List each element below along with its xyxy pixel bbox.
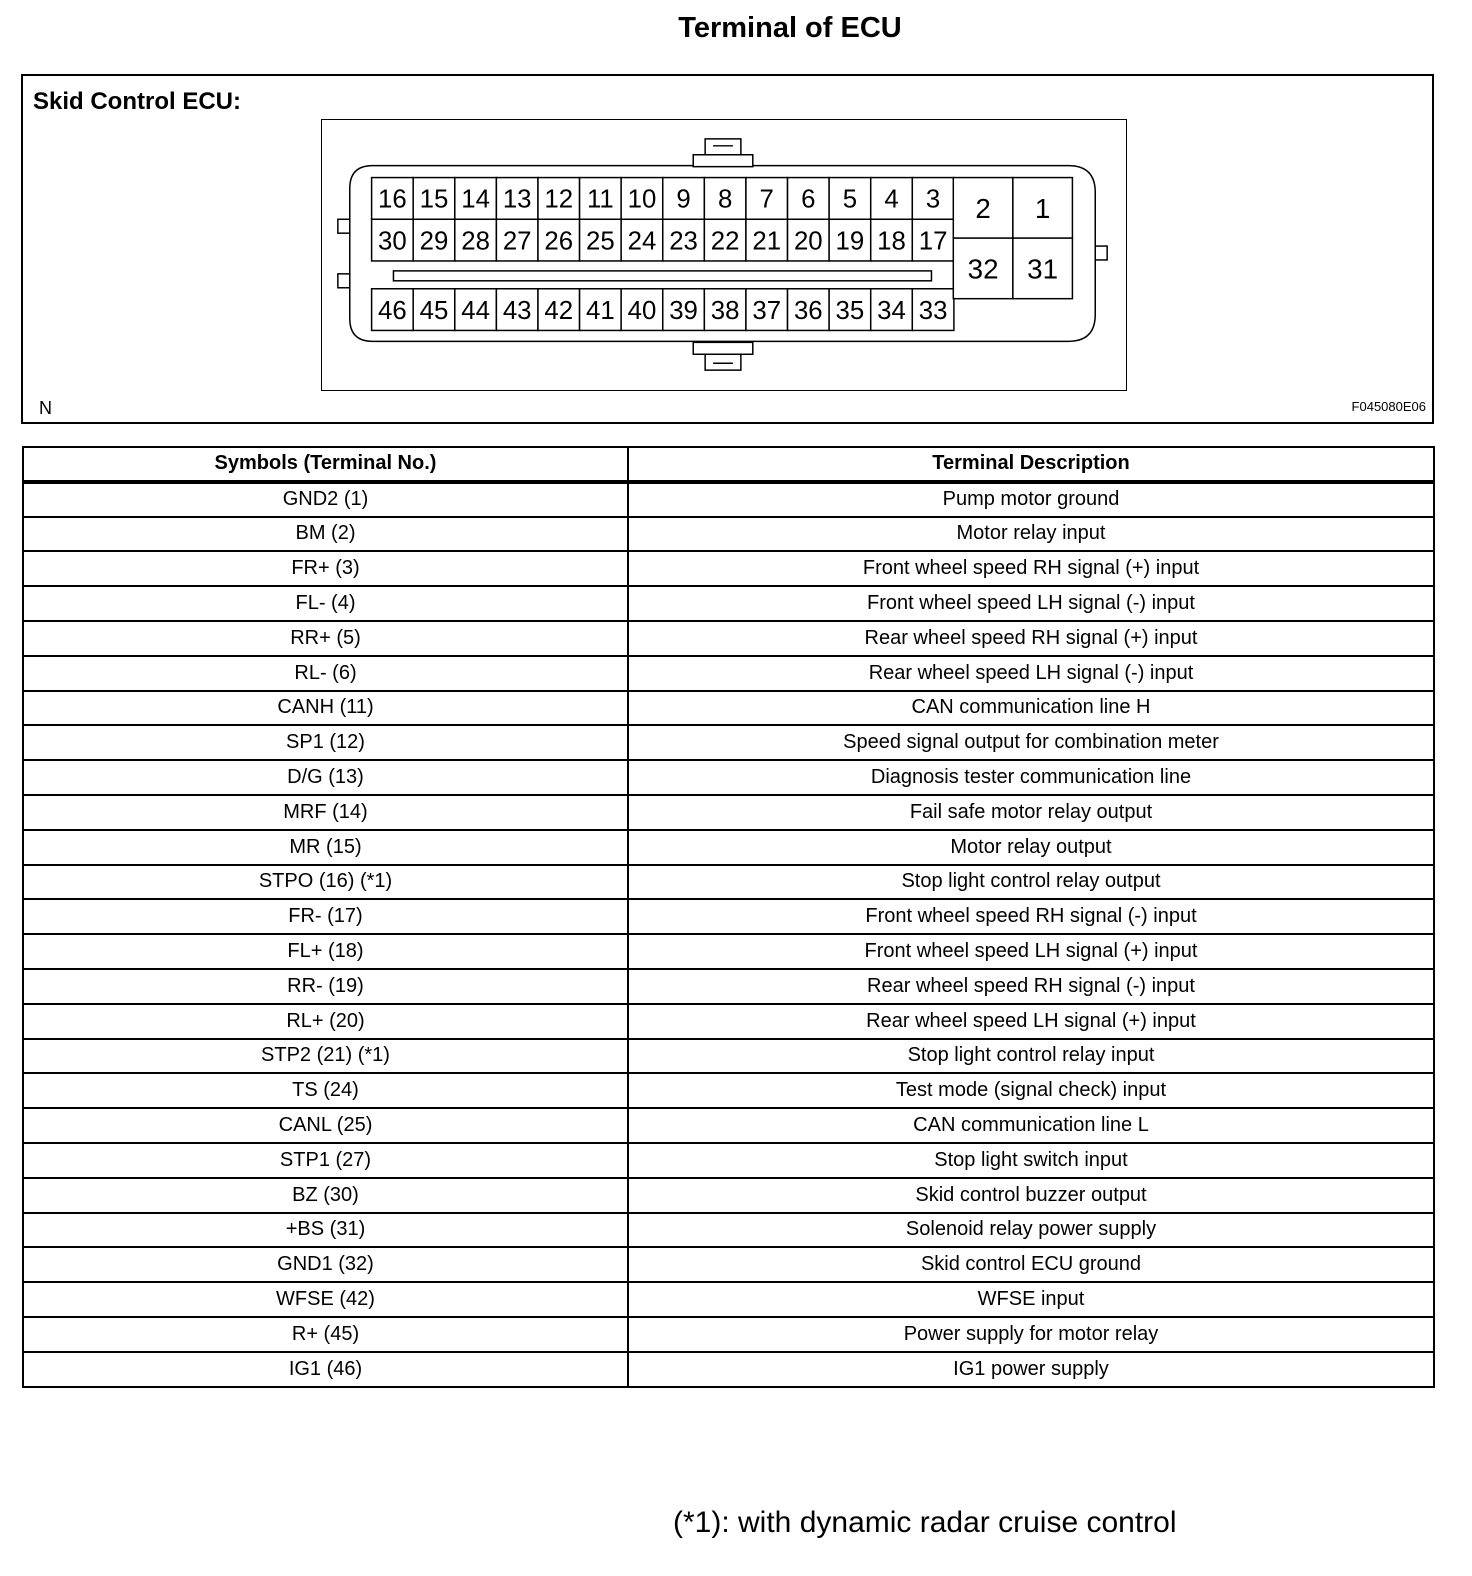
terminal-description-cell: IG1 power supply — [628, 1352, 1434, 1387]
terminal-symbol-cell: FL+ (18) — [23, 934, 628, 969]
table-row — [23, 482, 1434, 517]
table-row — [23, 865, 1434, 900]
terminal-description-cell: Motor relay input — [628, 517, 1434, 552]
table-row — [23, 1213, 1434, 1248]
connector-pin — [580, 289, 622, 331]
header-symbols: Symbols (Terminal No.) — [23, 447, 628, 482]
connector-pin — [953, 178, 1013, 239]
connector-pin — [788, 178, 830, 220]
pin-number: 41 — [586, 296, 615, 325]
pin-number: 34 — [877, 296, 906, 325]
terminal-symbol-cell: STP1 (27) — [23, 1143, 628, 1178]
pin-number: 40 — [627, 296, 657, 325]
table-row — [23, 969, 1434, 1004]
table-row — [23, 656, 1434, 691]
pin-number: 28 — [461, 227, 490, 256]
pin-number: 23 — [669, 227, 698, 256]
terminal-symbol-cell: SP1 (12) — [23, 725, 628, 760]
connector-pin — [538, 178, 580, 220]
connector-pin — [663, 289, 705, 331]
pin-number: 35 — [835, 296, 865, 325]
terminal-description-cell: Front wheel speed RH signal (+) input — [628, 551, 1434, 586]
connector-pin — [455, 219, 497, 261]
terminal-description-cell: CAN communication line H — [628, 691, 1434, 726]
terminal-symbol-cell: MRF (14) — [23, 795, 628, 830]
pin-number: 29 — [419, 227, 449, 256]
pin-number: 32 — [967, 253, 999, 285]
table-row — [23, 1039, 1434, 1074]
connector-pin — [413, 178, 455, 220]
table-row — [23, 1282, 1434, 1317]
top-latch — [693, 139, 753, 167]
page-title: Terminal of ECU — [678, 12, 902, 44]
terminal-symbol-cell: RR- (19) — [23, 969, 628, 1004]
table-row — [23, 1352, 1434, 1387]
terminal-description-cell: Pump motor ground — [628, 482, 1434, 517]
terminal-symbol-cell: GND2 (1) — [23, 482, 628, 517]
pin-number: 1 — [1034, 192, 1051, 224]
left-key-upper — [338, 219, 350, 233]
diagram-title: Skid Control ECU: — [33, 88, 241, 115]
pin-number: 25 — [586, 227, 615, 256]
connector-pin — [788, 219, 830, 261]
table-row — [23, 621, 1434, 656]
right-key — [1095, 246, 1107, 260]
terminal-symbol-cell: TS (24) — [23, 1073, 628, 1108]
connector-pin — [746, 289, 788, 331]
connector-pin — [953, 238, 1013, 299]
table-row — [23, 586, 1434, 621]
connector-pin — [496, 289, 538, 331]
pin-number: 30 — [378, 227, 407, 256]
pin-number: 36 — [793, 296, 823, 325]
pin-number: 46 — [378, 296, 407, 325]
table-row — [23, 1143, 1434, 1178]
connector-pin — [621, 178, 663, 220]
pin-number: 11 — [586, 185, 614, 214]
pin-number: 5 — [842, 185, 858, 214]
connector-pin — [746, 178, 788, 220]
connector-pin — [455, 289, 497, 331]
terminal-symbol-cell: BM (2) — [23, 517, 628, 552]
terminal-description-cell: Skid control buzzer output — [628, 1178, 1434, 1213]
table-row — [23, 517, 1434, 552]
terminal-description-cell: Rear wheel speed LH signal (-) input — [628, 656, 1434, 691]
connector-pin — [621, 219, 663, 261]
pin-number: 18 — [877, 227, 906, 256]
terminal-symbol-cell: MR (15) — [23, 830, 628, 865]
pin-number: 12 — [544, 185, 574, 214]
terminal-symbol-cell: RR+ (5) — [23, 621, 628, 656]
pin-number: 44 — [461, 296, 490, 325]
connector-pin — [580, 178, 622, 220]
terminal-description-cell: Front wheel speed RH signal (-) input — [628, 899, 1434, 934]
terminal-description-cell: Rear wheel speed LH signal (+) input — [628, 1004, 1434, 1039]
terminal-description-cell: Test mode (signal check) input — [628, 1073, 1434, 1108]
pin-number: 16 — [378, 185, 407, 214]
pin-number: 8 — [717, 185, 733, 214]
pin-number: 17 — [918, 227, 948, 256]
terminal-description-cell: Stop light control relay input — [628, 1039, 1434, 1074]
pin-number: 9 — [676, 185, 691, 214]
bottom-latch — [693, 342, 753, 370]
pin-number: 22 — [710, 227, 740, 256]
pin-number: 3 — [925, 185, 941, 214]
terminal-description-cell: Rear wheel speed RH signal (-) input — [628, 969, 1434, 1004]
terminal-description-cell: Motor relay output — [628, 830, 1434, 865]
terminal-description-cell: Speed signal output for combination meter — [628, 725, 1434, 760]
table-row — [23, 760, 1434, 795]
table-header-row — [23, 447, 1434, 482]
pin-number: 24 — [627, 227, 657, 256]
table-row — [23, 1317, 1434, 1352]
row-divider-slot — [393, 271, 931, 281]
terminal-description-cell: Front wheel speed LH signal (+) input — [628, 934, 1434, 969]
table-row — [23, 691, 1434, 726]
connector-pin — [538, 219, 580, 261]
terminal-symbol-cell: RL+ (20) — [23, 1004, 628, 1039]
terminal-symbol-cell: R+ (45) — [23, 1317, 628, 1352]
connector-pin — [829, 219, 871, 261]
connector-pin — [829, 178, 871, 220]
terminal-symbol-cell: IG1 (46) — [23, 1352, 628, 1387]
connector-pin — [746, 219, 788, 261]
terminal-description-cell: CAN communication line L — [628, 1108, 1434, 1143]
diagram-corner-label: N — [39, 398, 52, 418]
pin-number: 6 — [801, 185, 816, 214]
pin-number: 31 — [1027, 253, 1059, 285]
pin-number: 14 — [461, 185, 490, 214]
pin-number: 37 — [752, 296, 782, 325]
terminal-description-cell: Fail safe motor relay output — [628, 795, 1434, 830]
terminal-description-cell: Diagnosis tester communication line — [628, 760, 1434, 795]
figure-code: F045080E06 — [1351, 399, 1426, 414]
connector-pin — [871, 219, 913, 261]
table-row — [23, 899, 1434, 934]
table-row — [23, 1073, 1434, 1108]
pin-number: 21 — [752, 227, 782, 256]
table-row — [23, 830, 1434, 865]
terminal-symbol-cell: FR- (17) — [23, 899, 628, 934]
connector-diagram-panel — [21, 74, 1434, 424]
connector-pin — [1013, 238, 1073, 299]
terminal-symbol-cell: FL- (4) — [23, 586, 628, 621]
terminal-symbol-cell: STPO (16) (*1) — [23, 865, 628, 900]
pin-number: 13 — [502, 185, 532, 214]
terminal-symbol-cell: D/G (13) — [23, 760, 628, 795]
terminal-symbol-cell: CANL (25) — [23, 1108, 628, 1143]
connector-drawing — [321, 119, 1127, 391]
pin-number: 2 — [975, 192, 991, 224]
left-key-lower — [338, 274, 350, 288]
terminal-description-cell: WFSE input — [628, 1282, 1434, 1317]
terminal-symbol-cell: STP2 (21) (*1) — [23, 1039, 628, 1074]
terminal-symbol-cell: +BS (31) — [23, 1213, 628, 1248]
pin-number: 42 — [544, 296, 574, 325]
pin-number: 10 — [627, 185, 657, 214]
table-row — [23, 551, 1434, 586]
table-row — [23, 1004, 1434, 1039]
terminal-symbol-cell: WFSE (42) — [23, 1282, 628, 1317]
terminal-symbol-cell: FR+ (3) — [23, 551, 628, 586]
table-row — [23, 1178, 1434, 1213]
connector-pin — [496, 219, 538, 261]
pin-number: 20 — [793, 227, 823, 256]
connector-pin — [704, 289, 746, 331]
connector-pin — [413, 289, 455, 331]
connector-pin — [788, 289, 830, 331]
terminal-symbol-cell: CANH (11) — [23, 691, 628, 726]
pin-number: 27 — [502, 227, 532, 256]
pin-number: 39 — [669, 296, 698, 325]
connector-pin — [496, 178, 538, 220]
connector-pin — [704, 178, 746, 220]
connector-pin — [1013, 178, 1073, 239]
table-row — [23, 725, 1434, 760]
pin-number: 45 — [419, 296, 449, 325]
terminal-symbol-cell: GND1 (32) — [23, 1247, 628, 1282]
terminal-description-cell: Stop light control relay output — [628, 865, 1434, 900]
pin-number: 19 — [835, 227, 865, 256]
terminal-description-cell: Rear wheel speed RH signal (+) input — [628, 621, 1434, 656]
pin-number: 4 — [884, 185, 899, 214]
pin-number: 7 — [759, 185, 774, 214]
connector-pin — [704, 219, 746, 261]
connector-pin — [912, 219, 954, 261]
connector-pin — [580, 219, 622, 261]
header-description: Terminal Description — [628, 447, 1434, 482]
connector-pin — [871, 289, 913, 331]
connector-pin — [663, 178, 705, 220]
connector-pin — [455, 178, 497, 220]
terminal-description-cell: Front wheel speed LH signal (-) input — [628, 586, 1434, 621]
connector-pin — [663, 219, 705, 261]
connector-pin — [413, 219, 455, 261]
pin-number: 43 — [502, 296, 532, 325]
connector-pin — [372, 289, 414, 331]
connector-pin — [829, 289, 871, 331]
pin-number: 38 — [710, 296, 740, 325]
terminal-symbol-cell: BZ (30) — [23, 1178, 628, 1213]
pin-number: 15 — [419, 185, 449, 214]
terminal-description-cell: Power supply for motor relay — [628, 1317, 1434, 1352]
connector-pin — [621, 289, 663, 331]
connector-pin — [372, 178, 414, 220]
connector-pin — [871, 178, 913, 220]
terminal-description-cell: Stop light switch input — [628, 1143, 1434, 1178]
connector-pin — [912, 289, 954, 331]
connector-pin — [912, 178, 954, 220]
table-row — [23, 1247, 1434, 1282]
terminal-description-cell: Skid control ECU ground — [628, 1247, 1434, 1282]
footnote: (*1): with dynamic radar cruise control — [673, 1506, 1177, 1539]
terminal-description-cell: Solenoid relay power supply — [628, 1213, 1434, 1248]
pin-number: 33 — [918, 296, 948, 325]
terminal-table — [22, 446, 1435, 1388]
terminal-symbol-cell: RL- (6) — [23, 656, 628, 691]
table-row — [23, 795, 1434, 830]
table-row — [23, 1108, 1434, 1143]
table-row — [23, 934, 1434, 969]
connector-pin — [538, 289, 580, 331]
connector-pin — [372, 219, 414, 261]
pin-number: 26 — [544, 227, 574, 256]
